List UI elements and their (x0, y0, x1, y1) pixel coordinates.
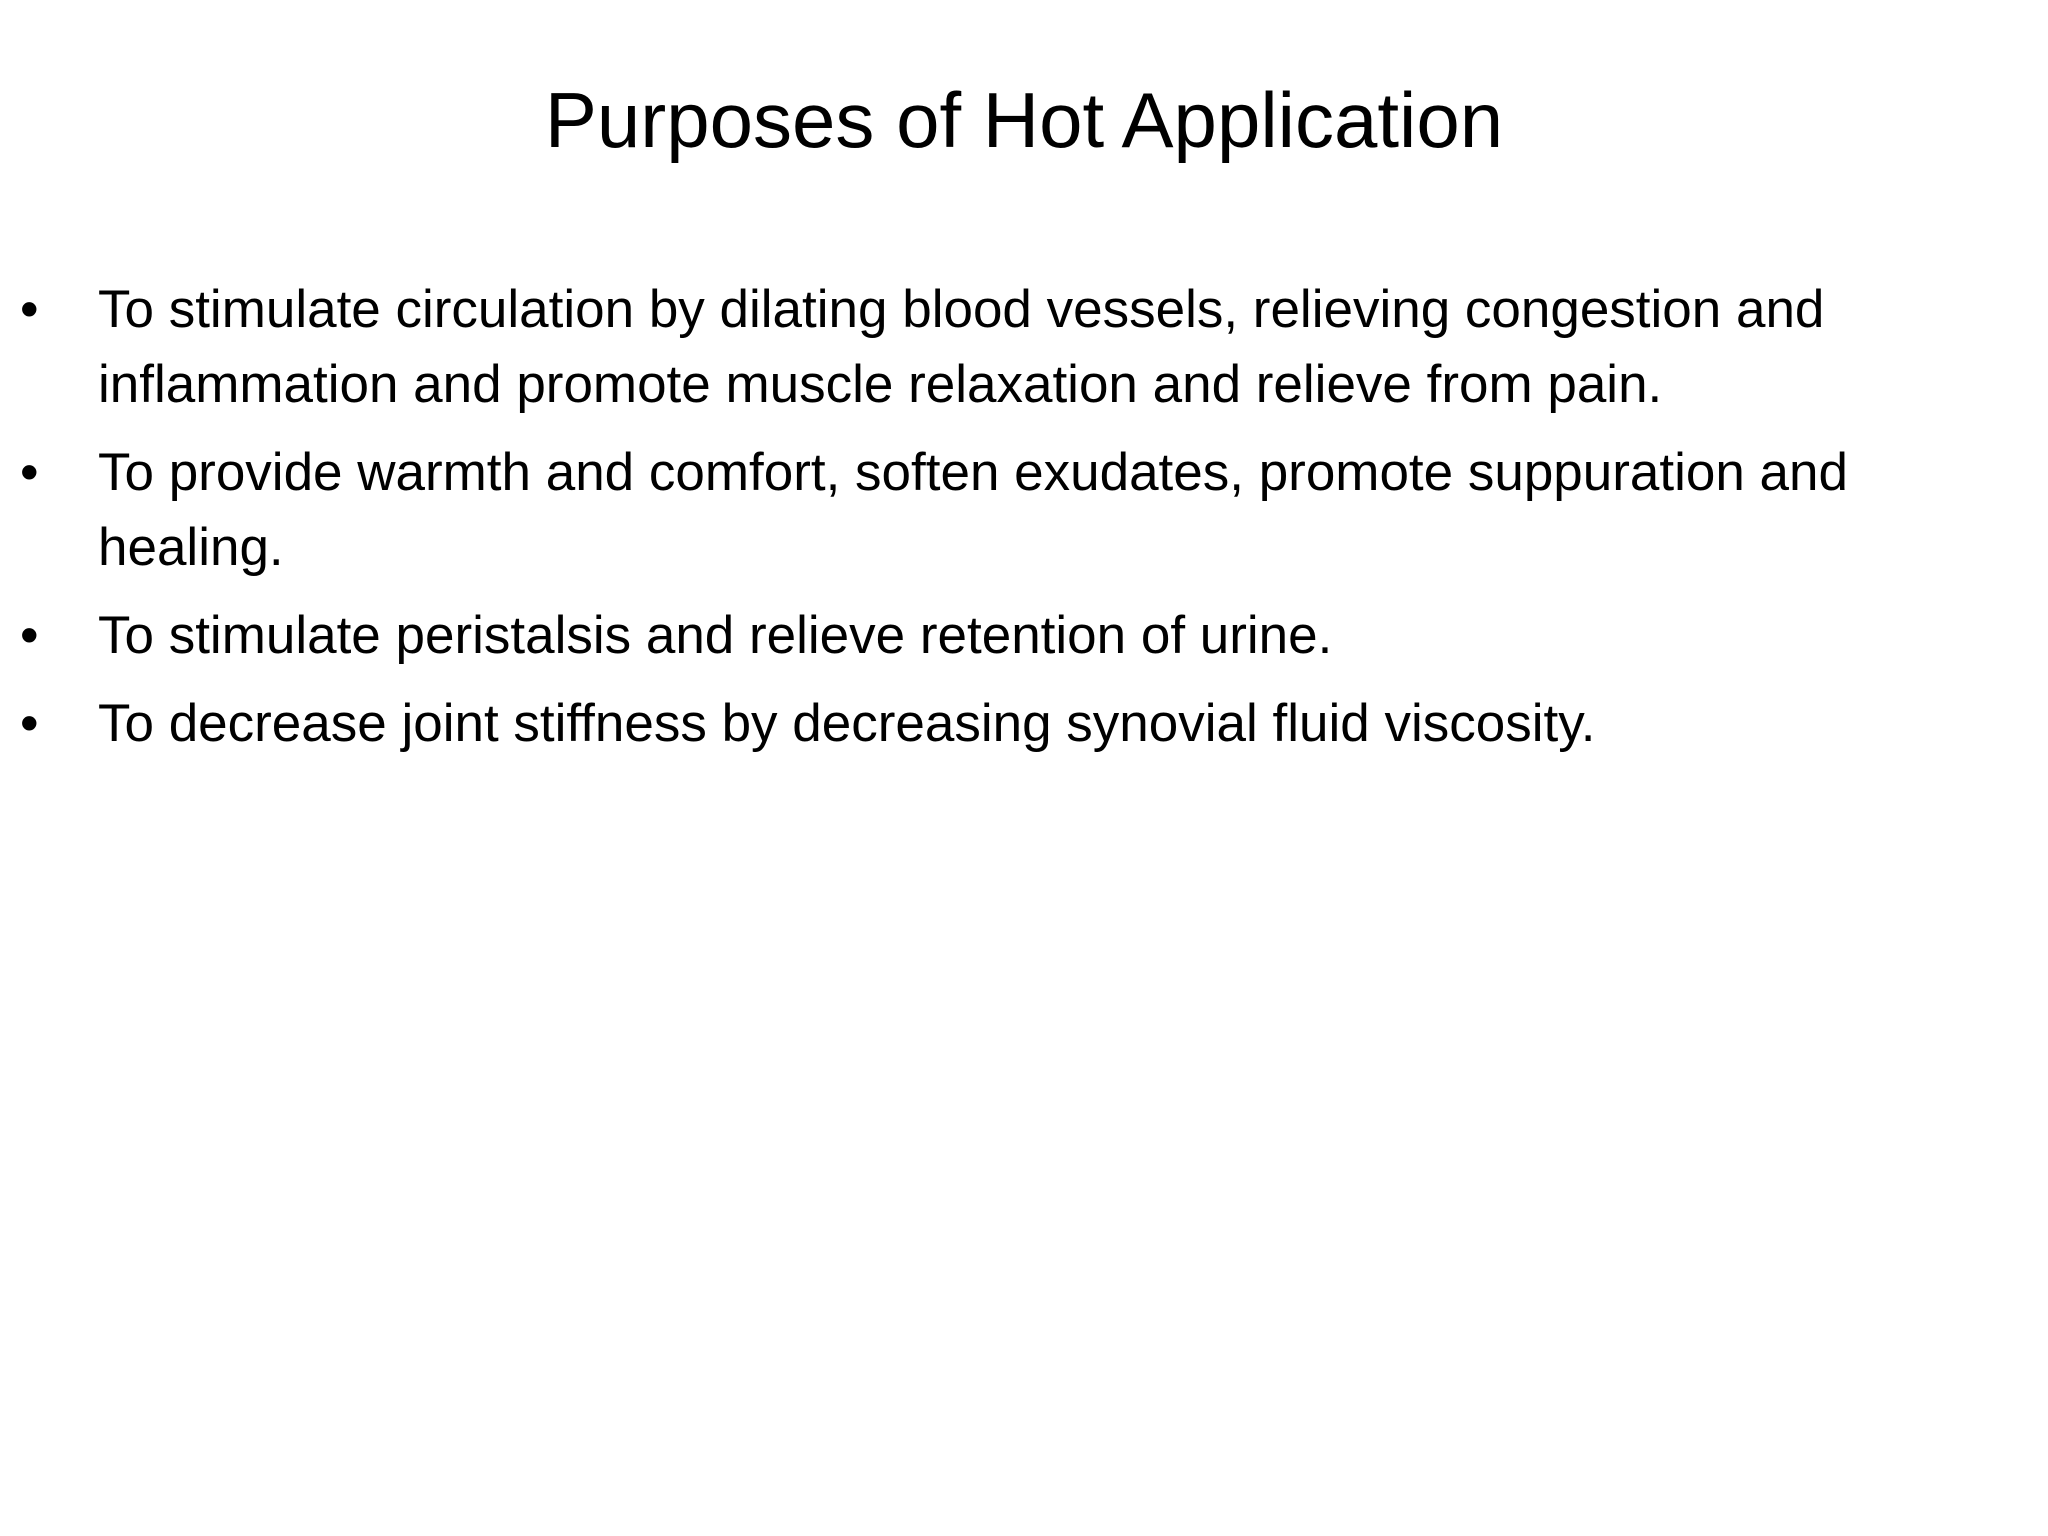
bullet-point-icon: • (20, 443, 39, 502)
bullet-point-icon: • (20, 694, 39, 753)
bullet-item (20, 435, 2030, 585)
bullet-text: To stimulate peristalsis and relieve retention of urine. (98, 606, 1333, 665)
bullet-text: To provide warmth and comfort, soften exudates, promote suppuration and healing. (98, 443, 1848, 577)
bullet-text: To decrease joint stiffness by decreasing synovial fluid viscosity. (98, 694, 1596, 753)
bullet-point-icon: • (20, 606, 39, 665)
bullet-item (20, 686, 2030, 761)
bullet-point-icon: • (20, 280, 39, 339)
bullet-item (20, 272, 2030, 422)
slide-title: Purposes of Hot Application (544, 76, 1504, 164)
bullet-item (20, 598, 2030, 673)
bullet-list (20, 272, 2030, 774)
bullet-text: To stimulate circulation by dilating blood vessels, relieving congestion and inflammation and promote muscle relaxation and relieve from pain. (98, 280, 1825, 414)
